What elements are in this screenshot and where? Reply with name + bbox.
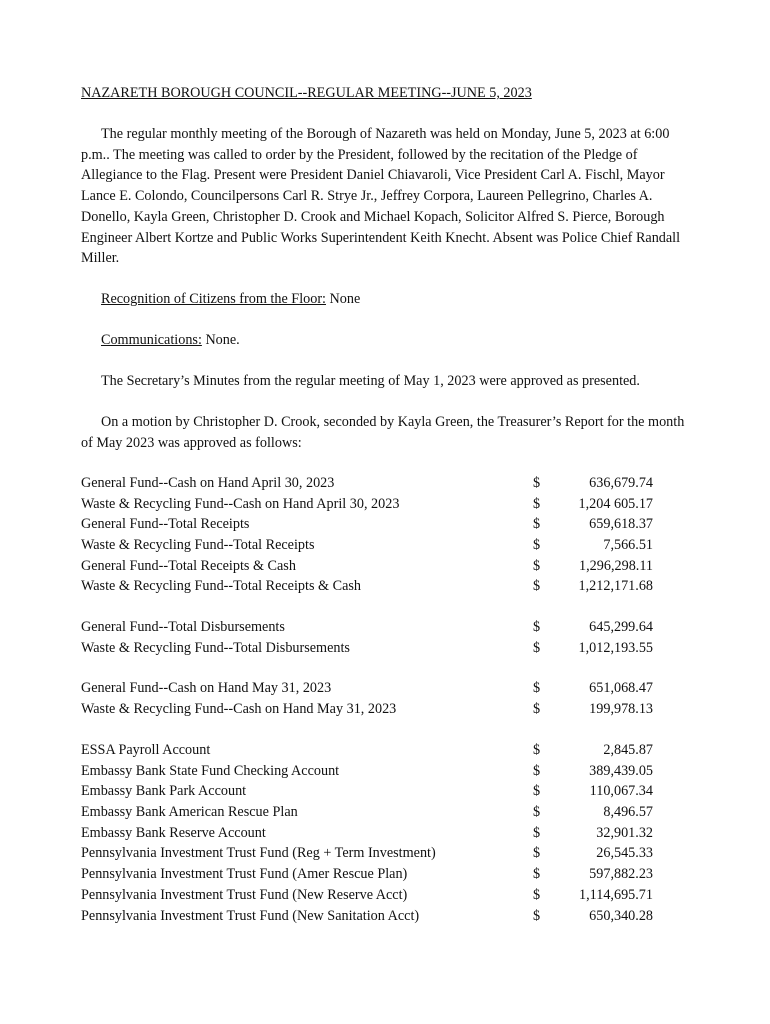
ledger-row-label: General Fund--Total Disbursements [81,619,285,635]
ledger-row-currency: $ [533,557,541,574]
ledger-row-currency: $ [533,680,541,696]
ledger-row-amount: 110,067.34 [589,783,653,800]
ledger-row-currency: $ [533,619,541,635]
recognition-label: Recognition of Citizens from the Floor: [101,291,326,307]
ledger-row [81,885,661,906]
ledger-row-amount: 636,679.74 [589,475,653,491]
ledger-row-label: Pennsylvania Investment Trust Fund (Reg + Term Investment) [81,845,436,862]
ledger-row [81,699,661,720]
ledger-row-label: Waste & Recycling Fund--Total Disbursements [81,639,350,656]
ledger-row-currency: $ [533,475,541,491]
recognition-paragraph [81,289,696,310]
intro-paragraph: The regular monthly meeting of the Borough of Nazareth was held on Monday, June 5, 2023 at 6:00 p.m.. The meeting was called to order by the President, followed by the recitation of the Pledge of Allegiance to the Flag. Present were President Daniel Chiavaroli, Vice President Carl A. Fischl, Mayor Lance E. Colondo, Councilpersons Carl R. Strye Jr., Jeffrey Corpora, Laureen Pellegrino, Charles A. Donello, Kayla Green, Christopher D. Crook and Michael Kopach, Solicitor Alfred S. Pierce, Borough Engineer Albert Kortze and Public Works Superintendent Keith Knecht. Absent was Police Chief Randall Miller. [81,126,681,267]
communications-value: None. [201,332,240,348]
ledger-row [81,678,661,699]
ledger-row-currency: $ [533,783,541,800]
ledger-row [81,473,661,494]
ledger-row-currency: $ [533,495,541,512]
ledger-row-label: General Fund--Total Receipts & Cash [81,557,296,574]
ledger-row-currency: $ [533,804,541,821]
ledger-row [81,781,661,802]
ledger-row-currency: $ [533,742,541,758]
communications-label: Communications: [101,332,202,348]
ledger-row-label: Embassy Bank State Fund Checking Account [81,762,340,779]
recognition-value: None [326,291,361,307]
ledger-row-label: ESSA Payroll Account [81,742,211,758]
ledger-row-currency: $ [533,537,541,554]
ledger-row-amount: 26,545.33 [596,845,653,862]
ledger-row-currency: $ [533,845,541,862]
ledger-row-label: Waste & Recycling Fund--Cash on Hand May 31, 2023 [81,700,397,717]
ledger-row-amount: 389,439.05 [589,762,653,779]
ledger-row [81,535,661,556]
ledger-row-label: Waste & Recycling Fund--Cash on Hand April 30, 2023 [81,495,400,512]
ledger-row-label: Pennsylvania Investment Trust Fund (Amer Rescue Plan) [81,866,408,883]
ledger-row-amount: 1,212,171.68 [578,578,653,595]
ledger-row [81,556,661,577]
ledger-row [81,843,661,864]
ledger-row [81,494,661,515]
ledger-row-label: Embassy Bank American Rescue Plan [81,804,298,821]
ledger-row-label: Embassy Bank Park Account [81,783,247,800]
ledger-row [81,802,661,823]
ledger-group-receipts [81,473,661,597]
ledger-row-currency: $ [533,824,541,841]
ledger-row [81,823,661,844]
ledger-row [81,761,661,782]
ledger-row-currency: $ [533,866,541,883]
ledger-row [81,638,661,659]
ledger-row-amount: 651,068.47 [589,680,653,696]
ledger-row-label: Embassy Bank Reserve Account [81,824,266,841]
minutes-paragraph: The Secretary’s Minutes from the regular meeting of May 1, 2023 were approved as presented. [101,373,640,389]
ledger-row-currency: $ [533,886,541,903]
ledger-row-amount: 1,012,193.55 [578,639,653,656]
ledger-row-amount: 2,845.87 [603,742,653,758]
ledger-row-amount: 1,114,695.71 [579,886,653,903]
ledger-row-amount: 32,901.32 [596,824,653,841]
ledger-row-amount: 1,204 605.17 [578,495,653,512]
ledger-row [81,864,661,885]
ledger-row-currency: $ [533,762,541,779]
ledger-group-disbursements [81,617,661,658]
ledger-row-label: General Fund--Cash on Hand May 31, 2023 [81,680,332,696]
ledger-row [81,576,661,597]
ledger-row-label: Pennsylvania Investment Trust Fund (New Sanitation Acct) [81,907,420,924]
ledger-row-currency: $ [533,700,541,717]
ledger-group-cash-on-hand [81,678,661,719]
ledger-row-amount: 1,296,298.11 [579,557,653,574]
ledger-row [81,617,661,638]
ledger-row-amount: 7,566.51 [603,537,653,554]
ledger-row-currency: $ [533,578,541,595]
ledger-row-currency: $ [533,516,541,533]
ledger-group-accounts [81,740,661,926]
ledger-row-amount: 199,978.13 [589,700,653,717]
ledger-row-amount: 650,340.28 [589,907,653,924]
ledger-row-label: General Fund--Total Receipts [81,516,250,533]
communications-paragraph [81,330,696,351]
document-title: NAZARETH BOROUGH COUNCIL--REGULAR MEETING--JUNE 5, 2023 [81,85,532,101]
ledger-row [81,740,661,761]
ledger-row-label: General Fund--Cash on Hand April 30, 2023 [81,475,335,491]
ledger-row [81,514,661,535]
ledger-row-currency: $ [533,907,541,924]
ledger-row-label: Pennsylvania Investment Trust Fund (New Reserve Acct) [81,886,408,903]
ledger-row-label: Waste & Recycling Fund--Total Receipts [81,537,315,554]
ledger-row-label: Waste & Recycling Fund--Total Receipts & Cash [81,578,361,595]
ledger-row-amount: 8,496.57 [603,804,653,821]
ledger-row-amount: 659,618.37 [589,516,653,533]
ledger-row-amount: 597,882.23 [589,866,653,883]
motion-paragraph: On a motion by Christopher D. Crook, seconded by Kayla Green, the Treasurer’s Report for the month of May 2023 was approved as follows: [81,414,685,451]
ledger-row-amount: 645,299.64 [589,619,653,635]
ledger-row-currency: $ [533,639,541,656]
ledger-row [81,906,661,927]
